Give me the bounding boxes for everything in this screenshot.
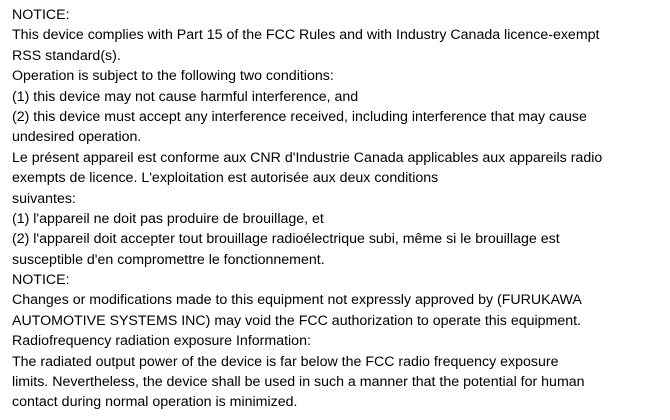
operation-conditions-intro: Operation is subject to the following two conditions: xyxy=(12,68,334,85)
modifications-warning: Changes or modifications made to this equipment not expressly approved by (FURUKAWA xyxy=(12,292,582,309)
modifications-warning-cont: AUTOMOTIVE SYSTEMS INC) may void the FCC authorization to operate this equipment. xyxy=(12,312,582,329)
rf-exposure-text: The radiated output power of the device is far below the FCC radio frequency exposure xyxy=(12,353,559,370)
notice-heading-2: NOTICE: xyxy=(12,272,70,289)
fcc-compliance-text-cont: RSS standard(s). xyxy=(12,47,121,64)
fcc-compliance-text: This device complies with Part 15 of the FCC Rules and with Industry Canada licence-exempt xyxy=(12,27,600,44)
french-condition-1: (1) l'appareil ne doit pas produire de brouillage, et xyxy=(12,210,324,227)
french-compliance-text-cont: exempts de licence. L'exploitation est autorisée aux deux conditions xyxy=(12,170,439,187)
french-condition-2: (2) l'appareil doit accepter tout brouillage radioélectrique subi, même si le brouillage est xyxy=(12,231,560,248)
condition-1: (1) this device may not cause harmful interference, and xyxy=(12,88,359,105)
french-compliance-text-end: suivantes: xyxy=(12,190,76,207)
condition-2: (2) this device must accept any interference received, including interference that may cause xyxy=(12,108,587,125)
condition-2-cont: undesired operation. xyxy=(12,129,142,146)
french-condition-2-cont: susceptible d'en compromettre le fonctionnement. xyxy=(12,251,325,268)
rf-exposure-heading: Radiofrequency radiation exposure Information: xyxy=(12,333,311,350)
french-compliance-text: Le présent appareil est conforme aux CNR d'Industrie Canada applicables aux appareils radio xyxy=(12,149,603,166)
notice-heading: NOTICE: xyxy=(12,7,70,23)
rf-exposure-text-end: contact during normal operation is minimized. xyxy=(12,394,298,411)
rf-exposure-text-cont: limits. Nevertheless, the device shall be used in such a manner that the potential for human xyxy=(12,374,585,391)
